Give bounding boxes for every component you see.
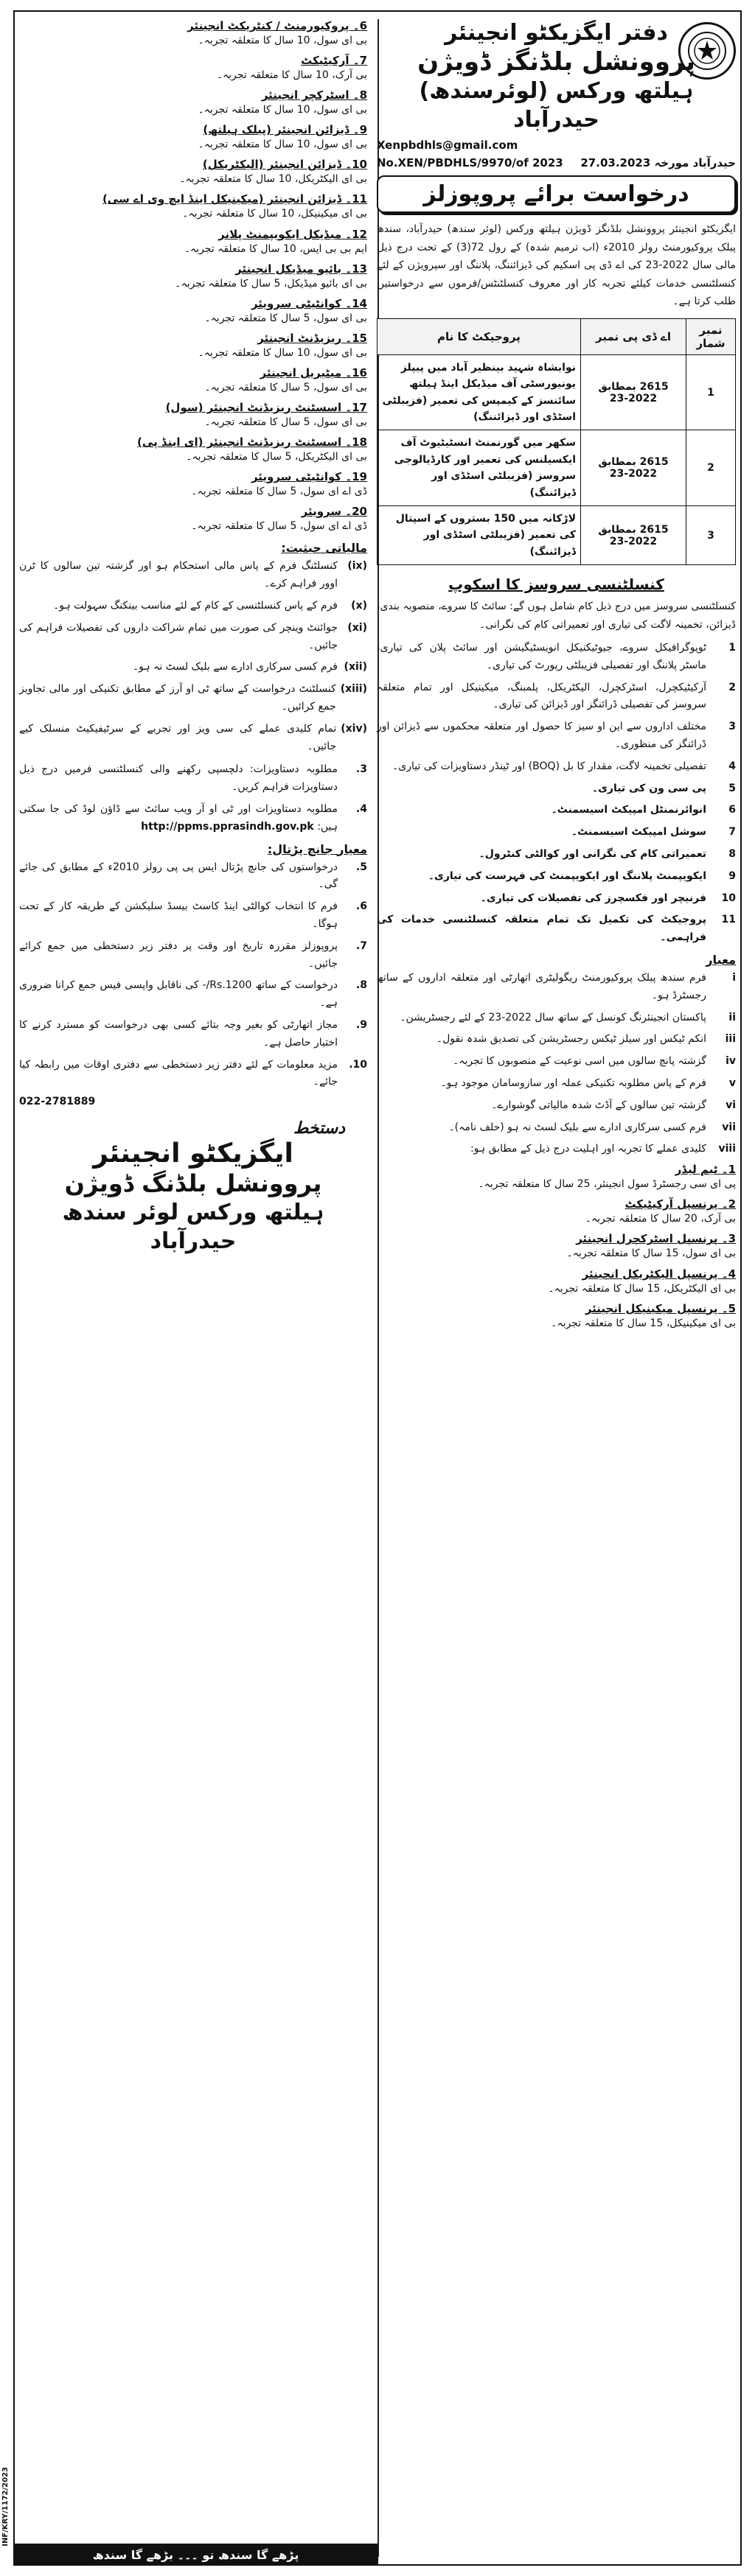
office-email: Xenpbdhls@gmail.com bbox=[377, 139, 518, 153]
list-item: 9 ایکویپمنٹ پلاننگ اور ایکویپمنٹ کی فہرست کی تیاری۔ bbox=[428, 869, 736, 882]
cell-sno: 3 bbox=[686, 505, 736, 564]
list-item: (xiv) تمام کلیدی عملے کی سی ویز اور تجربے کے سرٹیفیکیٹ منسلک کیے جائیں۔ bbox=[19, 722, 367, 752]
list-item: 18۔ اسسٹنٹ ریزیڈنٹ انجینئر (ای اینڈ پی) بی ای الیکٹریکل، 5 سال کا متعلقہ تجربہ۔ bbox=[137, 435, 367, 463]
scope-list bbox=[377, 640, 736, 947]
key-staff-right bbox=[377, 1163, 736, 1331]
list-item: 8۔ اسٹرکچر انجینئر بی ای سول، 10 سال کا متعلقہ تجربہ۔ bbox=[198, 88, 367, 116]
list-item: (x) فرم کے پاس کنسلٹنسی کے کام کے لئے مناسب بینکنگ سہولت ہو۔ bbox=[53, 600, 367, 612]
list-item: 13۔ بائیو میڈیکل انجینئر بی ای بائیو میڈیکل، 5 سال کا متعلقہ تجربہ۔ bbox=[175, 262, 367, 290]
signature: دستخط bbox=[293, 1119, 345, 1138]
list-item: 17۔ اسسٹنٹ ریزیڈنٹ انجینئر (سول) بی ای سول، 5 سال کا متعلقہ تجربہ۔ bbox=[165, 401, 367, 429]
list-item: 3 مختلف اداروں سے این او سیز کا حصول اور متعلقہ محکموں سے ڈیزائن اور ڈرائنگز کی منظوری۔ bbox=[377, 721, 736, 751]
list-item: 6. فرم کا انتخاب کوالٹی اینڈ کاسٹ بیسڈ سلیکشن کے طریقہ کار کے تحت ہوگا۔ bbox=[19, 900, 367, 930]
list-item: 3. مطلوبہ دستاویزات: دلچسپی رکھنے والی کنسلٹنسی فرمیں درج ذیل دستاویزات فراہم کریں۔ bbox=[19, 763, 367, 794]
cell-project-name: سکھر میں گورنمنٹ انسٹیٹیوٹ آف ایکسیلنس کی تعمیر اور کارڈیالوجی سروسز (فزیبلٹی اسٹڈی اور ڈیزائننگ) bbox=[378, 430, 581, 506]
table-row bbox=[378, 505, 736, 564]
list-item: 7۔ آرکیٹیکٹ بی آرک، 10 سال کا متعلقہ تجربہ۔ bbox=[216, 54, 367, 82]
criteria-title: معیار bbox=[706, 953, 736, 967]
signatory-division: پروونشل بلڈنگ ڈویژن bbox=[64, 1169, 322, 1198]
cell-project-name: لاڑکانہ میں 150 بستروں کے اسپتال کی تعمیر (فزیبلٹی اسٹڈی اور ڈیزائننگ) bbox=[378, 505, 581, 564]
list-item: i فرم سندھ پبلک پروکیورمنٹ ریگولیٹری اتھارٹی اور متعلقہ اداروں کے ساتھ رجسٹرڈ ہو۔ bbox=[377, 972, 736, 1001]
office-phone: 022-2781889 bbox=[19, 1096, 96, 1108]
list-item: 2 آرکیٹیکچرل، اسٹرکچرل، الیکٹریکل، پلمبنگ، میکینیکل اور تمام متعلقہ سروسز کی تفصیلی ڈرائنگز اور ڈیزائن کی تیاری۔ bbox=[377, 681, 736, 711]
list-item: 10 فرنیچر اور فکسچرز کی تفصیلات کی تیاری۔ bbox=[480, 892, 736, 904]
financial-list bbox=[19, 558, 367, 755]
list-item: 6۔ پروکیورمنٹ / کنٹریکٹ انجینئر بی ای سول، 10 سال کا متعلقہ تجربہ۔ bbox=[187, 19, 367, 46]
office-title: دفتر ایگزیکٹو انجینئر bbox=[445, 20, 668, 46]
signatory-title: ایگزیکٹو انجینئر bbox=[93, 1138, 293, 1169]
department-title: ہیلتھ ورکس (لوئرسندھ) حیدرآباد bbox=[419, 78, 694, 133]
table-header-row bbox=[378, 318, 736, 354]
financial-title: مالیاتی حیثیت: bbox=[281, 541, 367, 556]
reference-line bbox=[377, 156, 736, 169]
cell-sno: 1 bbox=[686, 354, 736, 430]
list-item: 1 ٹوپوگرافیکل سروے، جیوٹیکنیکل انویسٹیگیشن اور سائٹ پلان کی تیاری، ماسٹر پلاننگ اور تفصیلی فزیبلٹی رپورٹ کی تیاری۔ bbox=[377, 642, 736, 671]
list-item: iv گزشتہ پانچ سالوں میں اسی نوعیت کے منصوبوں کا تجربہ۔ bbox=[453, 1055, 736, 1068]
list-item: viii کلیدی عملے کا تجربہ اور اہلیت درج ذیل کے مطابق ہو: bbox=[470, 1143, 736, 1155]
list-item: 8 تعمیراتی کام کی نگرانی اور کوالٹی کنٹرول۔ bbox=[479, 848, 736, 861]
right-column bbox=[377, 19, 736, 1337]
col-header-project: پروجیکٹ کا نام bbox=[378, 318, 581, 354]
cell-adp: 2615 بمطابق 2022-23 bbox=[581, 354, 686, 430]
list-item: 16۔ میٹیریل انجینئر بی ای سول، 5 سال کا متعلقہ تجربہ۔ bbox=[204, 365, 367, 393]
reference-date: حیدرآباد مورخہ 27.03.2023 bbox=[580, 156, 736, 170]
evaluation-list bbox=[19, 859, 367, 1092]
col-header-adp: اے ڈی پی نمبر bbox=[581, 318, 686, 354]
division-title: پروونشل بلڈنگز ڈویژن bbox=[417, 46, 695, 77]
request-for-proposals-banner: درخواست برائے پروپوزلز bbox=[377, 175, 736, 213]
left-column bbox=[19, 19, 367, 1256]
publication-code: INF/KRY/1172/2023 bbox=[1, 2467, 10, 2547]
list-item: 19۔ کوانٹیٹی سرویئر ڈی اے ای سول، 5 سال کا متعلقہ تجربہ۔ bbox=[191, 470, 367, 498]
government-seal-icon bbox=[678, 22, 736, 80]
list-item: 20۔ سرویئر ڈی اے ای سول، 5 سال کا متعلقہ تجربہ۔ bbox=[191, 505, 367, 533]
list-item: 7 سوشل امپیکٹ اسیسمنٹ۔ bbox=[571, 826, 736, 839]
col-header-sno: نمبر شمار bbox=[686, 318, 736, 354]
projects-table bbox=[377, 318, 736, 565]
list-item: 9۔ ڈیزائن انجینئر (پبلک ہیلتھ) بی ای سول، 10 سال کا متعلقہ تجربہ۔ bbox=[198, 123, 367, 151]
list-item: 9. مجاز اتھارٹی کو بغیر وجہ بتائے کسی بھی درخواست کو مسترد کرنے کا اختیار حاصل ہے۔ bbox=[19, 1018, 367, 1049]
list-item: 7. پروپوزلز مقررہ تاریخ اور وقت پر دفتر زیر دستخطی میں جمع کرائے جائیں۔ bbox=[19, 939, 367, 970]
cell-adp: 2615 بمطابق 2022-23 bbox=[581, 505, 686, 564]
key-staff-left bbox=[19, 19, 367, 535]
list-item: 3۔ پرنسپل اسٹرکچرل انجینئر بی ای سول، 15 سال کا متعلقہ تجربہ۔ bbox=[566, 1232, 736, 1260]
list-item: vi گزشتہ تین سالوں کے آڈٹ شدہ مالیاتی گوشوارے۔ bbox=[491, 1099, 736, 1111]
signature-block bbox=[19, 1119, 367, 1256]
list-item: iii انکم ٹیکس اور سیلز ٹیکس رجسٹریشن کی تصدیق شدہ نقول۔ bbox=[436, 1033, 736, 1046]
table-row bbox=[378, 430, 736, 506]
signatory-department: ہیلتھ ورکس لوئر سندھ حیدرآباد bbox=[62, 1199, 324, 1254]
footer-tagline-bar: پڑھے گا سندھ تو ۔۔۔ بڑھے گا سندھ bbox=[13, 2544, 378, 2566]
list-item: (ix) کنسلٹنگ فرم کے پاس مالی استحکام ہو اور گزشتہ تین سالوں کا ٹرن اوور فراہم کرے۔ bbox=[19, 560, 367, 590]
intro-paragraph: ایگزیکٹو انجینئر پروونشل بلڈنگز ڈویژن ہیلتھ ورکس (لوئر سندھ) حیدرآباد، سندھ پبلک پروکیورمنٹ رولز 2010ء (اب ترمیم شدہ) کے رول 72(3) کے تحت درج ذیل مالی سال 2022-23 کی اے ڈی پی اسکیم کی ڈیزائننگ، پلاننگ اور سپرویژن کے لئے کنسلٹنسی خدمات کیلئے تجربہ کار اور معروف کنسلٹنٹس/فرموں سے درخواستیں طلب کرتا ہے۔ bbox=[377, 223, 736, 308]
table-row bbox=[378, 354, 736, 430]
list-item: 11 پروجیکٹ کی تکمیل تک تمام متعلقہ کنسلٹنسی خدمات کی فراہمی۔ bbox=[377, 914, 736, 944]
list-item: 2۔ پرنسپل آرکیٹیکٹ بی آرک، 20 سال کا متعلقہ تجربہ۔ bbox=[585, 1197, 736, 1225]
list-item: ii پاکستان انجینئرنگ کونسل کے ساتھ سال 2022-23 کے لئے رجسٹریشن۔ bbox=[400, 1011, 736, 1023]
list-item: 4 تفصیلی تخمینہ لاگت، مقدار کا بل (BOQ) اور ٹینڈر دستاویزات کی تیاری۔ bbox=[392, 760, 736, 772]
list-item: 10۔ ڈیزائن انجینئر (الیکٹریکل) بی ای الیکٹریکل، 10 سال کا متعلقہ تجربہ۔ bbox=[179, 158, 367, 186]
list-item: (xi) جوائنٹ وینچر کی صورت میں تمام شراکت داروں کی تفصیلات فراہم کی جائیں۔ bbox=[19, 621, 367, 651]
list-item: (xii) فرم کسی سرکاری ادارے سے بلیک لسٹ نہ ہو۔ bbox=[132, 661, 367, 673]
list-item: (xiii) کنسلٹنٹ درخواست کے ساتھ ٹی او آرز کے مطابق تکنیکی اور مالی تجاویز جمع کرائیں۔ bbox=[19, 683, 367, 713]
scope-title: کنسلٹنسی سروسز کا اسکوپ bbox=[448, 575, 664, 594]
list-item: 11۔ ڈیزائن انجینئر (میکینیکل اینڈ ایچ وی اے سی) بی ای میکینیکل، 10 سال کا متعلقہ تجربہ۔ bbox=[102, 192, 367, 220]
cell-sno: 2 bbox=[686, 430, 736, 506]
list-item: 15۔ ریزیڈنٹ انجینئر بی ای سول، 10 سال کا متعلقہ تجربہ۔ bbox=[198, 331, 367, 359]
evaluation-title: معیار جانچ پڑتال: bbox=[267, 841, 367, 856]
list-item: 12۔ میڈیکل ایکویپمنٹ پلانر ایم بی بی ایس، 10 سال کا متعلقہ تجربہ۔ bbox=[184, 227, 367, 255]
criteria-list bbox=[377, 970, 736, 1158]
list-item: 4. مطلوبہ دستاویزات اور ٹی او آر ویب سائٹ سے ڈاؤن لوڈ کی جا سکتی ہیں: http://ppms.pprasindh.gov.pk bbox=[19, 802, 367, 833]
list-item: 14۔ کوانٹیٹی سرویئر بی ای سول، 5 سال کا متعلقہ تجربہ۔ bbox=[204, 296, 367, 324]
list-item: 6 انوائرنمنٹل امپیکٹ اسیسمنٹ۔ bbox=[551, 804, 736, 816]
ppms-website-link[interactable]: http://ppms.pprasindh.gov.pk bbox=[141, 820, 314, 833]
list-item: vii فرم کسی سرکاری ادارے سے بلیک لسٹ نہ ہو (حلف نامہ)۔ bbox=[448, 1121, 736, 1133]
header bbox=[377, 19, 736, 152]
list-item: 8. درخواست کے ساتھ Rs.1200/- کی ناقابل واپسی فیس جمع کرانا ضروری ہے۔ bbox=[19, 979, 367, 1009]
list-item: 1۔ ٹیم لیڈر پی ای سی رجسٹرڈ سول انجینئر، 25 سال کا متعلقہ تجربہ۔ bbox=[478, 1163, 736, 1191]
cell-project-name: نوابشاہ شہید بینظیر آباد میں پیپلز یونیورسٹی آف میڈیکل اینڈ ہیلتھ سائنسز کے کیمپس کی تعمیر (فزیبلٹی اسٹڈی اور ڈیزائننگ) bbox=[378, 354, 581, 430]
list-item: 5۔ پرنسپل میکینیکل انجینئر بی ای میکینیکل، 15 سال کا متعلقہ تجربہ۔ bbox=[551, 1301, 736, 1329]
reference-number: No.XEN/PBDHLS/9970/of 2023 bbox=[377, 156, 563, 170]
scope-intro: کنسلٹنسی سروسز میں درج ذیل کام شامل ہوں گے: سائٹ کا سروے، منصوبہ بندی، ڈیزائن، تخمینہ لاگت کی تیاری اور تعمیراتی کام کی نگرانی۔ bbox=[377, 601, 736, 631]
cell-adp: 2615 بمطابق 2022-23 bbox=[581, 430, 686, 506]
list-item: 5. درخواستوں کی جانچ پڑتال ایس پی پی رولز 2010ء کے مطابق کی جائے گی۔ bbox=[19, 861, 367, 891]
list-item: 10. مزید معلومات کے لئے دفتر زیر دستخطی سے دفتری اوقات میں رابطہ کیا جائے۔ bbox=[19, 1058, 367, 1088]
list-item: v فرم کے پاس مطلوبہ تکنیکی عملہ اور سازوسامان موجود ہو۔ bbox=[440, 1077, 736, 1090]
list-item: 5 پی سی ون کی تیاری۔ bbox=[591, 782, 736, 794]
list-item: 4۔ پرنسپل الیکٹریکل انجینئر بی ای الیکٹریکل، 15 سال کا متعلقہ تجربہ۔ bbox=[548, 1267, 736, 1295]
documents-list bbox=[19, 761, 367, 836]
